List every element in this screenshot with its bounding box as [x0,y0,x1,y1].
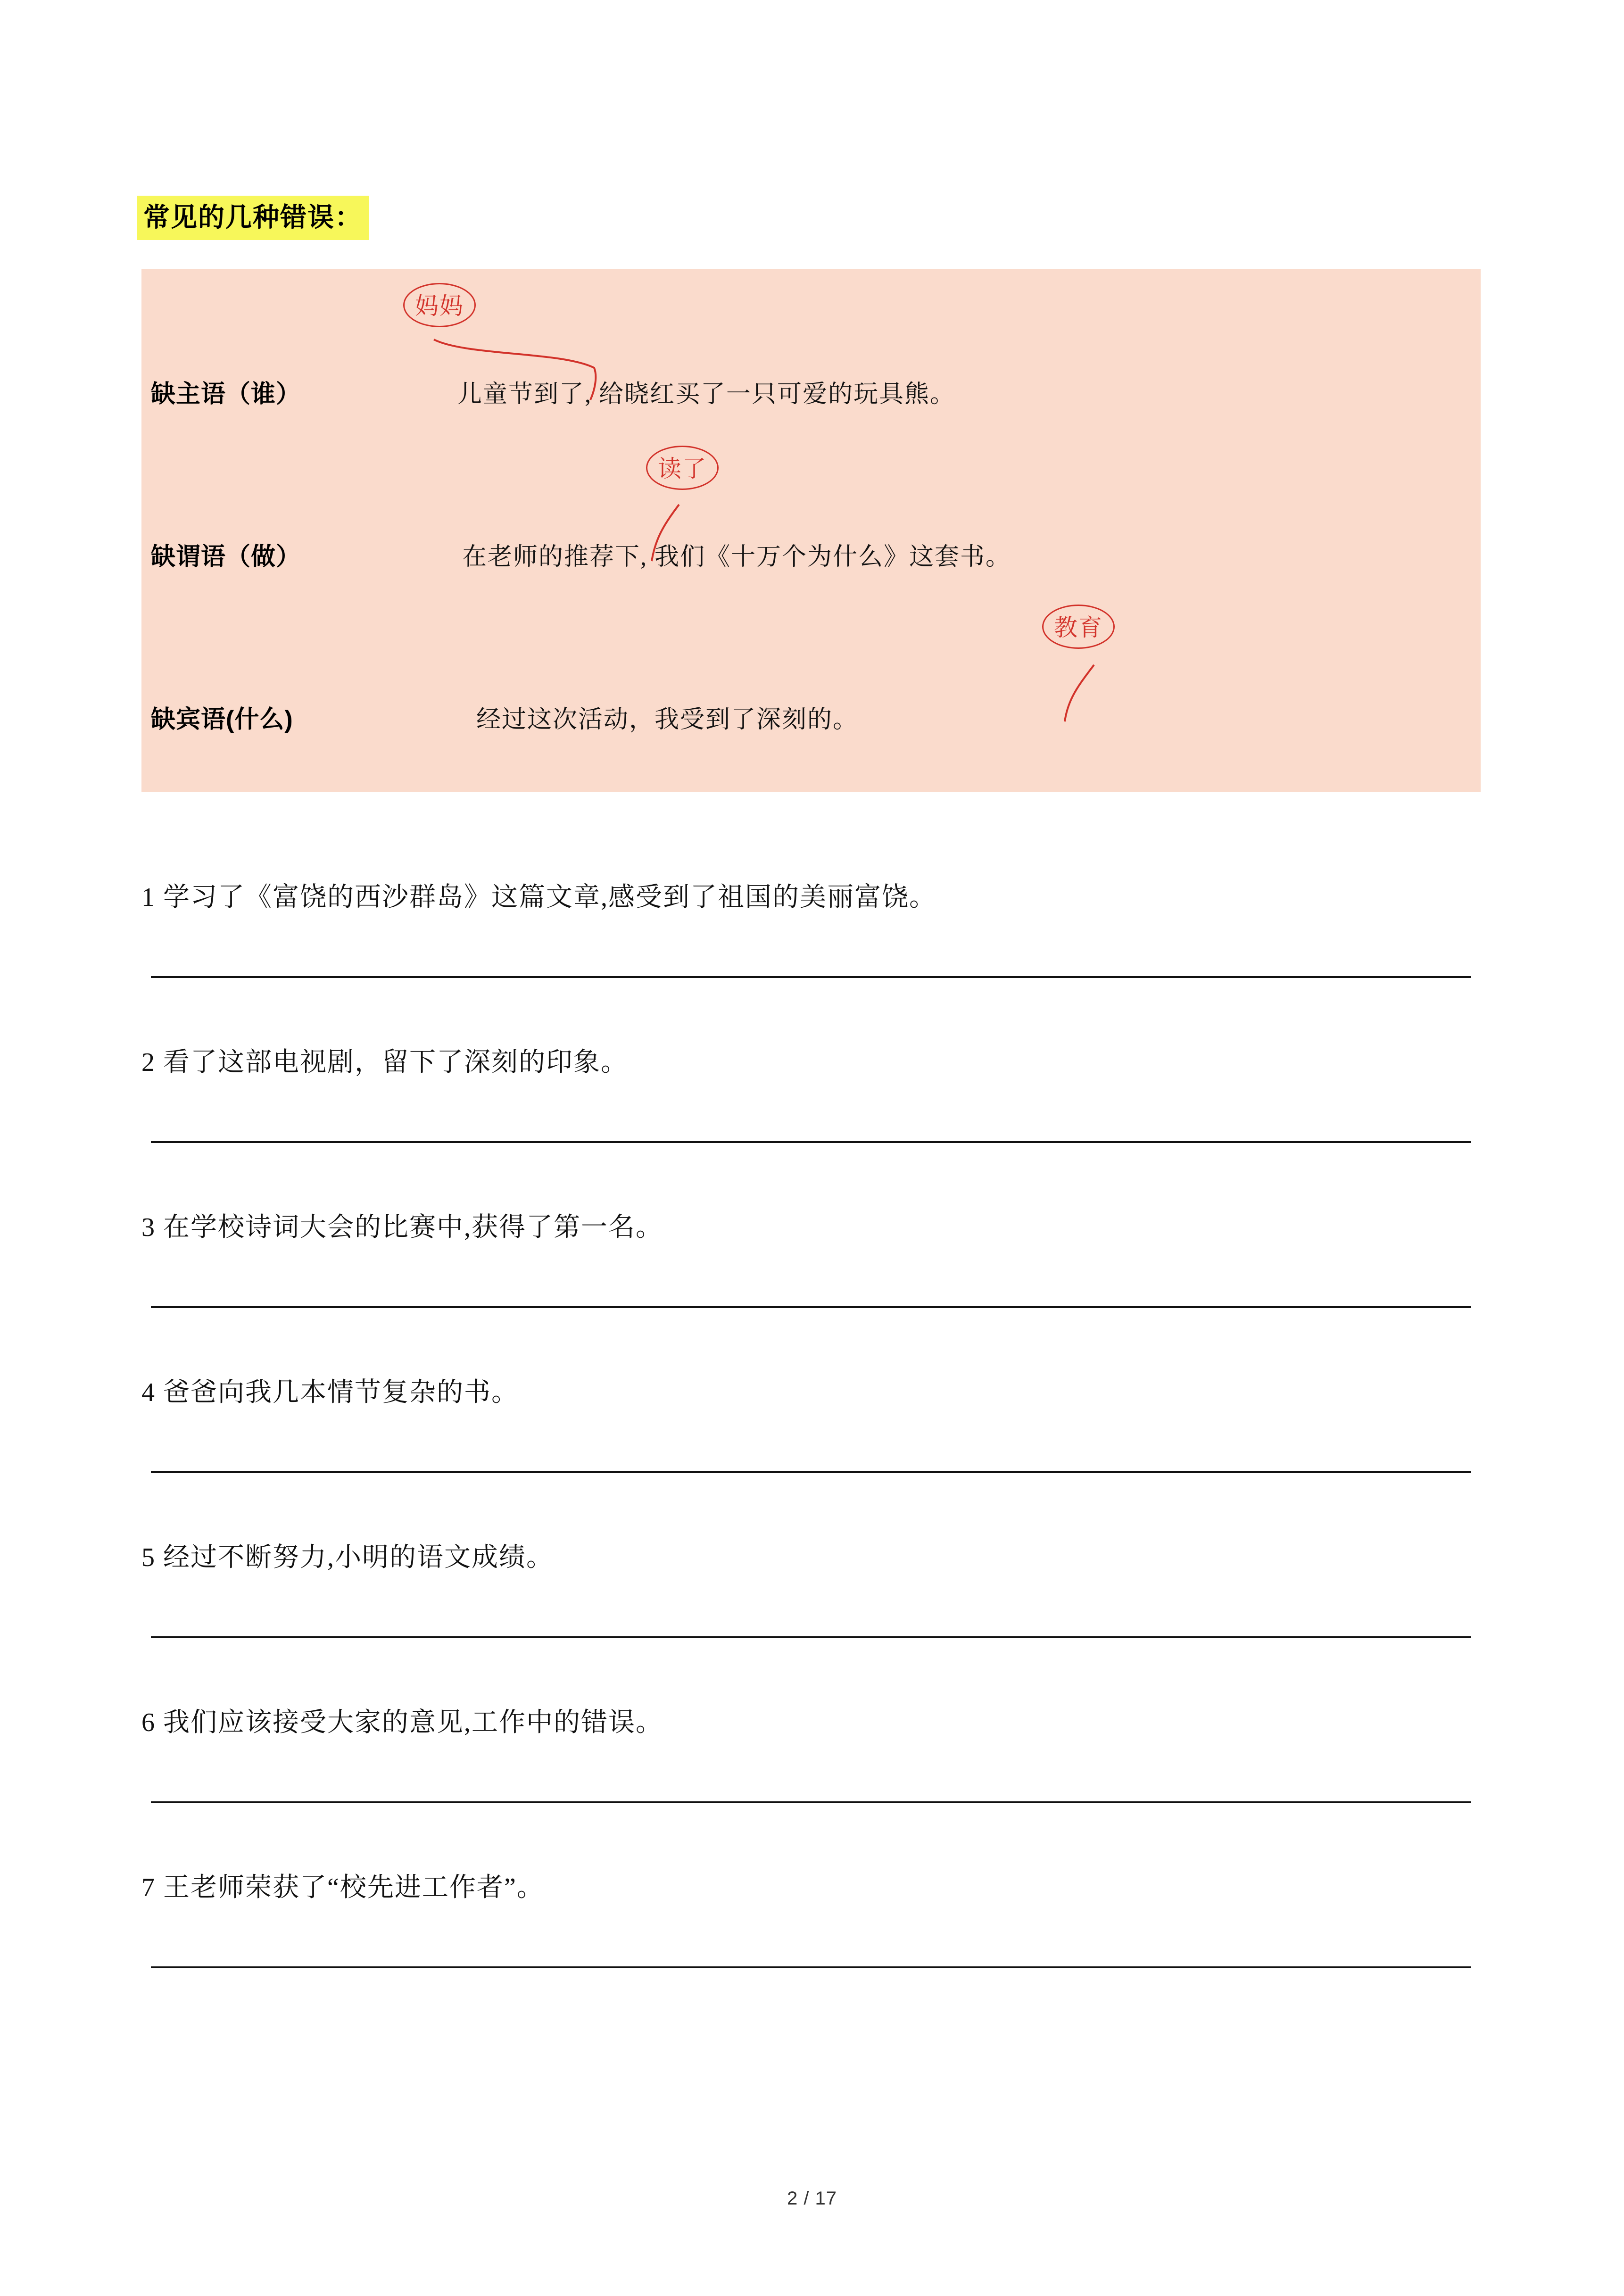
example-sentence: 儿童节到了, 给晓红买了一只可爱的玩具熊。 [457,381,956,408]
exercise-text: 1 学习了《富饶的西沙群岛》这篇文章,感受到了祖国的美丽富饶。 [141,883,936,912]
exercise-text: 4 爸爸向我几本情节复杂的书。 [141,1378,519,1407]
answer-line[interactable] [151,1636,1471,1638]
annotation-correction-3: 教育 [1042,605,1115,649]
answer-line[interactable] [151,1966,1471,1968]
exercise-item [141,1702,1481,1867]
section-heading: 常见的几种错误： [137,196,369,240]
section-heading-wrap [137,196,369,240]
exercise-item [141,1042,1481,1207]
annotation-correction-1: 妈妈 [403,283,476,327]
answer-line[interactable] [151,1306,1471,1308]
exercise-text: 3 在学校诗词大会的比赛中,获得了第一名。 [141,1213,663,1242]
example-row [141,696,1481,738]
examples-box [141,269,1481,792]
exercise-list [141,877,1481,2032]
example-sentence: 经过这次活动，我受到了深刻的。 [476,706,859,733]
answer-line[interactable] [151,976,1471,978]
answer-line[interactable] [151,1141,1471,1143]
exercise-text: 5 经过不断努力,小明的语文成绩。 [141,1543,554,1572]
example-sentence: 在老师的推荐下, 我们《十万个为什么》这套书。 [462,543,1011,571]
example-row [141,370,1481,413]
exercise-item [141,1372,1481,1537]
exercise-item [141,1867,1481,2032]
exercise-text: 6 我们应该接受大家的意见,工作中的错误。 [141,1708,663,1737]
exercise-item [141,1537,1481,1702]
exercise-item [141,1207,1481,1372]
example-label: 缺宾语(什么) [151,705,293,733]
example-row [141,533,1481,575]
exercise-text: 7 王老师荣获了“校先进工作者”。 [141,1873,544,1902]
exercise-item [141,877,1481,1042]
example-label: 缺谓语（做） [151,543,301,571]
answer-line[interactable] [151,1471,1471,1473]
annotation-correction-2: 读了 [646,446,719,490]
answer-line[interactable] [151,1801,1471,1803]
page-number: 2 / 17 [787,2188,837,2209]
exercise-text: 2 看了这部电视剧，留下了深刻的印象。 [141,1048,628,1077]
example-label: 缺主语（谁） [151,380,301,408]
